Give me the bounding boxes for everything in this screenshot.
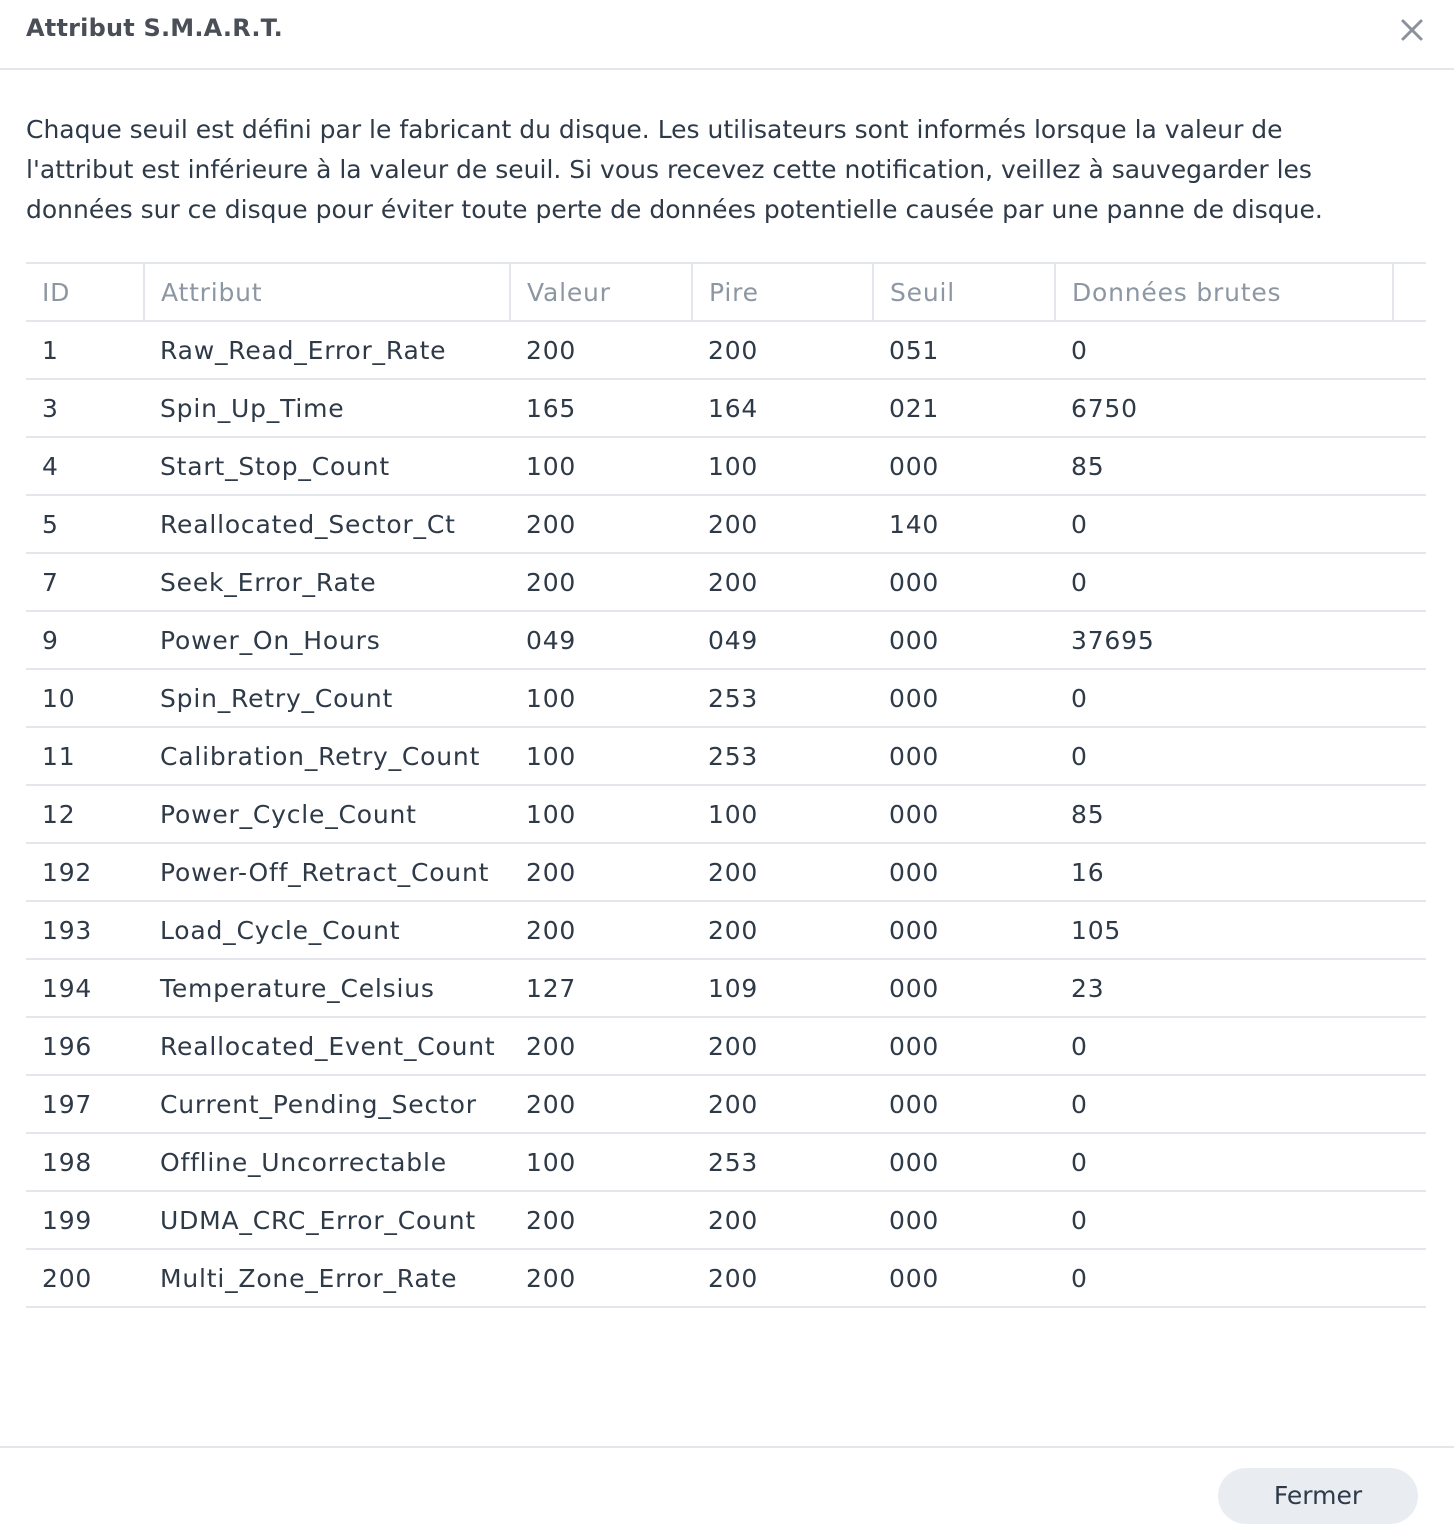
description-line: l'attribut est inférieure à la valeur de seuil. Si vous recevez cette notification, veillez à sauvegarder les	[26, 155, 1312, 184]
cell-valeur: 127	[510, 959, 692, 1017]
cell-pire: 200	[692, 1249, 873, 1307]
cell-pire: 200	[692, 553, 873, 611]
cell-attribut: Spin_Retry_Count	[144, 669, 510, 727]
cell-seuil: 000	[873, 1133, 1055, 1191]
cell-attribut: Reallocated_Event_Count	[144, 1017, 510, 1075]
cell-id: 5	[26, 495, 144, 553]
cell-seuil: 140	[873, 495, 1055, 553]
table-row[interactable]	[26, 611, 1426, 669]
cell-seuil: 000	[873, 959, 1055, 1017]
cell-pire: 200	[692, 495, 873, 553]
cell-valeur: 200	[510, 1017, 692, 1075]
dialog-title: Attribut S.M.A.R.T.	[26, 14, 283, 42]
table-row[interactable]	[26, 1075, 1426, 1133]
table-row[interactable]	[26, 495, 1426, 553]
cell-donnees-brutes: 0	[1055, 669, 1393, 727]
column-header-seuil[interactable]: Seuil	[873, 264, 1055, 321]
cell-id: 10	[26, 669, 144, 727]
cell-attribut: Offline_Uncorrectable	[144, 1133, 510, 1191]
cell-valeur: 200	[510, 843, 692, 901]
column-header-pire[interactable]: Pire	[692, 264, 873, 321]
cell-valeur: 100	[510, 669, 692, 727]
cell-donnees-brutes: 85	[1055, 437, 1393, 495]
cell-donnees-brutes: 23	[1055, 959, 1393, 1017]
cell-valeur: 200	[510, 495, 692, 553]
cell-filler	[1393, 321, 1426, 379]
cell-donnees-brutes: 0	[1055, 1191, 1393, 1249]
cell-donnees-brutes: 37695	[1055, 611, 1393, 669]
cell-id: 12	[26, 785, 144, 843]
cell-donnees-brutes: 0	[1055, 1133, 1393, 1191]
cell-seuil: 000	[873, 1075, 1055, 1133]
cell-id: 199	[26, 1191, 144, 1249]
cell-filler	[1393, 437, 1426, 495]
cell-pire: 200	[692, 1075, 873, 1133]
cell-filler	[1393, 727, 1426, 785]
cell-seuil: 000	[873, 785, 1055, 843]
cell-donnees-brutes: 0	[1055, 727, 1393, 785]
table-row[interactable]	[26, 321, 1426, 379]
table-row[interactable]	[26, 843, 1426, 901]
cell-seuil: 000	[873, 1249, 1055, 1307]
cell-id: 4	[26, 437, 144, 495]
cell-donnees-brutes: 105	[1055, 901, 1393, 959]
table-row[interactable]	[26, 553, 1426, 611]
table-row[interactable]	[26, 959, 1426, 1017]
table-row[interactable]	[26, 1191, 1426, 1249]
description-line: données sur ce disque pour éviter toute perte de données potentielle causée par une panne de disque.	[26, 195, 1323, 224]
table-row[interactable]	[26, 379, 1426, 437]
table-row[interactable]	[26, 1133, 1426, 1191]
cell-filler	[1393, 843, 1426, 901]
dialog-footer	[0, 1446, 1454, 1540]
cell-id: 198	[26, 1133, 144, 1191]
cell-pire: 200	[692, 901, 873, 959]
cell-filler	[1393, 1249, 1426, 1307]
cell-filler	[1393, 1017, 1426, 1075]
cell-donnees-brutes: 0	[1055, 1249, 1393, 1307]
cell-pire: 200	[692, 843, 873, 901]
cell-attribut: Power-Off_Retract_Count	[144, 843, 510, 901]
cell-id: 197	[26, 1075, 144, 1133]
column-header-id[interactable]: ID	[26, 264, 144, 321]
cell-donnees-brutes: 0	[1055, 553, 1393, 611]
cell-valeur: 100	[510, 437, 692, 495]
cell-seuil: 051	[873, 321, 1055, 379]
cell-donnees-brutes: 0	[1055, 1075, 1393, 1133]
cell-donnees-brutes: 85	[1055, 785, 1393, 843]
table-row[interactable]	[26, 727, 1426, 785]
column-header-donnees-brutes[interactable]: Données brutes	[1055, 264, 1393, 321]
cell-filler	[1393, 1075, 1426, 1133]
dialog-header	[0, 0, 1454, 70]
cell-attribut: Calibration_Retry_Count	[144, 727, 510, 785]
cell-filler	[1393, 1191, 1426, 1249]
cell-attribut: Reallocated_Sector_Ct	[144, 495, 510, 553]
cell-id: 196	[26, 1017, 144, 1075]
cell-seuil: 000	[873, 843, 1055, 901]
cell-attribut: Temperature_Celsius	[144, 959, 510, 1017]
cell-valeur: 200	[510, 321, 692, 379]
cell-id: 192	[26, 843, 144, 901]
table-row[interactable]	[26, 669, 1426, 727]
cell-seuil: 000	[873, 611, 1055, 669]
description-line: Chaque seuil est défini par le fabricant du disque. Les utilisateurs sont informés lorsque la valeur de	[26, 115, 1283, 144]
cell-valeur: 200	[510, 1249, 692, 1307]
cell-filler	[1393, 1133, 1426, 1191]
column-header-filler	[1393, 264, 1426, 321]
cell-filler	[1393, 611, 1426, 669]
cell-filler	[1393, 785, 1426, 843]
cell-valeur: 200	[510, 553, 692, 611]
cell-donnees-brutes: 0	[1055, 495, 1393, 553]
table-row[interactable]	[26, 901, 1426, 959]
cell-id: 193	[26, 901, 144, 959]
cell-valeur: 049	[510, 611, 692, 669]
cell-attribut: Multi_Zone_Error_Rate	[144, 1249, 510, 1307]
cell-attribut: Current_Pending_Sector	[144, 1075, 510, 1133]
cell-valeur: 100	[510, 785, 692, 843]
table-header-row	[26, 264, 1426, 321]
smart-attributes-table	[26, 262, 1426, 1308]
cell-valeur: 200	[510, 901, 692, 959]
cell-pire: 109	[692, 959, 873, 1017]
cell-pire: 253	[692, 727, 873, 785]
cell-pire: 200	[692, 321, 873, 379]
cell-valeur: 200	[510, 1075, 692, 1133]
cell-id: 9	[26, 611, 144, 669]
cell-filler	[1393, 901, 1426, 959]
cell-id: 7	[26, 553, 144, 611]
table-row[interactable]	[26, 437, 1426, 495]
column-header-valeur[interactable]: Valeur	[510, 264, 692, 321]
cell-seuil: 000	[873, 1191, 1055, 1249]
cell-id: 1	[26, 321, 144, 379]
cell-id: 3	[26, 379, 144, 437]
cell-attribut: Seek_Error_Rate	[144, 553, 510, 611]
cell-pire: 164	[692, 379, 873, 437]
table-row[interactable]	[26, 1249, 1426, 1307]
cell-attribut: Start_Stop_Count	[144, 437, 510, 495]
cell-pire: 100	[692, 437, 873, 495]
cell-attribut: Spin_Up_Time	[144, 379, 510, 437]
table-row[interactable]	[26, 785, 1426, 843]
cell-filler	[1393, 959, 1426, 1017]
cell-donnees-brutes: 0	[1055, 321, 1393, 379]
cell-seuil: 000	[873, 901, 1055, 959]
cell-seuil: 000	[873, 437, 1055, 495]
cell-filler	[1393, 669, 1426, 727]
cell-seuil: 000	[873, 553, 1055, 611]
cell-attribut: Raw_Read_Error_Rate	[144, 321, 510, 379]
close-button[interactable]: Fermer	[1218, 1468, 1418, 1524]
close-icon[interactable]	[1396, 14, 1428, 46]
cell-pire: 253	[692, 1133, 873, 1191]
cell-attribut: Load_Cycle_Count	[144, 901, 510, 959]
cell-id: 11	[26, 727, 144, 785]
dialog-description	[26, 110, 1426, 230]
cell-filler	[1393, 495, 1426, 553]
cell-attribut: Power_On_Hours	[144, 611, 510, 669]
cell-pire: 100	[692, 785, 873, 843]
cell-valeur: 100	[510, 1133, 692, 1191]
cell-id: 200	[26, 1249, 144, 1307]
cell-pire: 200	[692, 1017, 873, 1075]
cell-valeur: 200	[510, 1191, 692, 1249]
cell-donnees-brutes: 0	[1055, 1017, 1393, 1075]
cell-id: 194	[26, 959, 144, 1017]
table-row[interactable]	[26, 1017, 1426, 1075]
cell-filler	[1393, 553, 1426, 611]
cell-donnees-brutes: 6750	[1055, 379, 1393, 437]
column-header-attribut[interactable]: Attribut	[144, 264, 510, 321]
cell-seuil: 021	[873, 379, 1055, 437]
cell-attribut: Power_Cycle_Count	[144, 785, 510, 843]
cell-attribut: UDMA_CRC_Error_Count	[144, 1191, 510, 1249]
cell-pire: 049	[692, 611, 873, 669]
cell-valeur: 165	[510, 379, 692, 437]
cell-filler	[1393, 379, 1426, 437]
cell-seuil: 000	[873, 727, 1055, 785]
cell-valeur: 100	[510, 727, 692, 785]
cell-seuil: 000	[873, 1017, 1055, 1075]
cell-pire: 253	[692, 669, 873, 727]
cell-donnees-brutes: 16	[1055, 843, 1393, 901]
cell-pire: 200	[692, 1191, 873, 1249]
cell-seuil: 000	[873, 669, 1055, 727]
